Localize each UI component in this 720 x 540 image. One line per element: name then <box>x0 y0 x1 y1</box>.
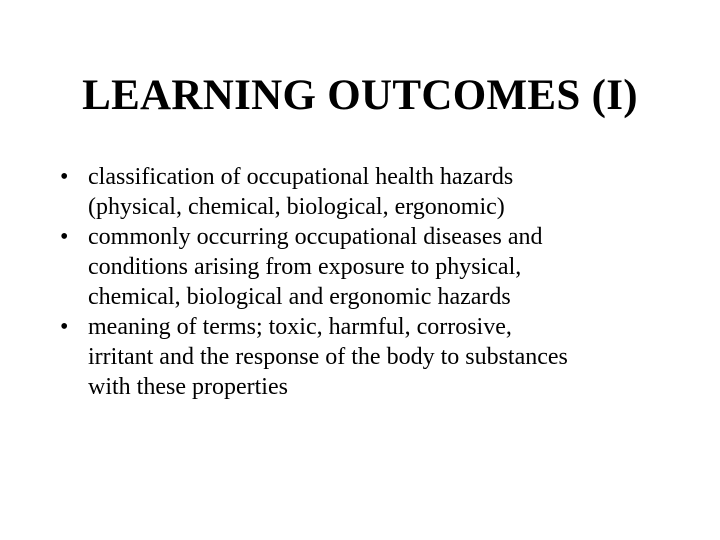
bullet-dot-icon: • <box>60 164 69 190</box>
bullet-dot-icon: • <box>60 314 69 340</box>
bullet-dot-icon: • <box>60 224 69 250</box>
bullet-text-line: commonly occurring occupational diseases and <box>88 224 543 250</box>
bullet-text-line: chemical, biological and ergonomic hazards <box>88 284 511 310</box>
bullet-item-classification <box>0 162 668 222</box>
bullet-text-line: meaning of terms; toxic, harmful, corrosive, <box>88 314 512 340</box>
bullet-text-line: irritant and the response of the body to substances <box>88 344 568 370</box>
bullet-text-line: classification of occupational health hazards <box>88 164 514 190</box>
bullet-text-line: conditions arising from exposure to physical, <box>88 254 522 280</box>
bullet-text-line: (physical, chemical, biological, ergonomic) <box>88 194 505 220</box>
bullet-item-terms <box>0 312 668 402</box>
bullet-item-diseases <box>0 222 668 312</box>
slide-title: LEARNING OUTCOMES (I) <box>82 72 638 119</box>
bullet-text-line: with these properties <box>88 374 288 400</box>
bullet-list <box>0 162 720 402</box>
